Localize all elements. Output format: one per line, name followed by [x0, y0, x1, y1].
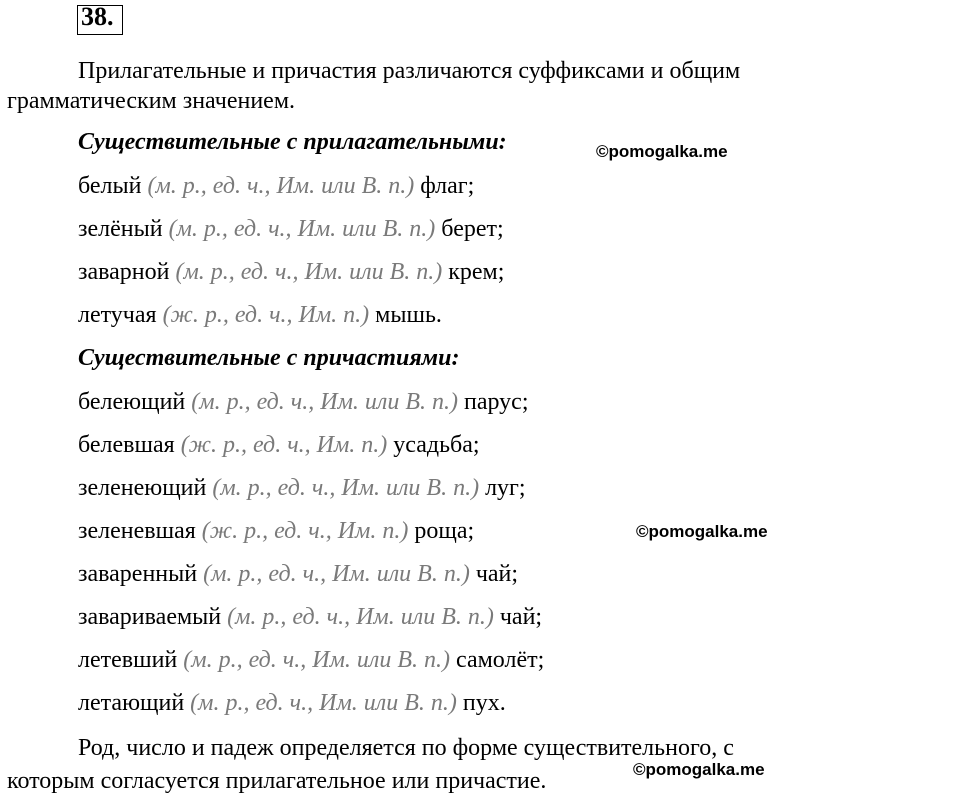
grammar-note: (м. р., ед. ч., Им. или В. п.) — [191, 389, 458, 415]
grammar-note: (м. р., ед. ч., Им. или В. п.) — [212, 475, 480, 501]
adjective-row — [78, 259, 504, 286]
participle-word: белеющий — [78, 389, 186, 415]
participle-word: заваренный — [78, 561, 198, 587]
noun: чай; — [499, 604, 543, 630]
intro-line-2: грамматическим значением. — [7, 88, 295, 114]
grammar-note: (м. р., ед. ч., Им. или В. п.) — [227, 604, 494, 630]
grammar-note: (ж. р., ед. ч., Им. п.) — [201, 518, 409, 544]
noun: крем; — [448, 259, 505, 285]
noun: чай; — [475, 561, 519, 587]
participle-row — [78, 389, 529, 416]
participle-word: завариваемый — [78, 604, 222, 630]
noun: луг; — [485, 475, 526, 501]
participle-row — [78, 475, 526, 502]
noun: самолёт; — [456, 647, 545, 673]
noun: роща; — [414, 518, 475, 544]
participle-row — [78, 604, 542, 631]
participle-word: летающий — [78, 690, 185, 716]
noun: флаг; — [420, 173, 475, 199]
grammar-note: (ж. р., ед. ч., Им. п.) — [162, 302, 370, 328]
intro-line-1: Прилагательные и причастия различаются суффиксами и общим — [78, 58, 741, 84]
grammar-note: (м. р., ед. ч., Им. или В. п.) — [203, 561, 470, 587]
heading-adjectives: Существительные с прилагательными: — [78, 129, 507, 155]
participle-row — [78, 690, 506, 717]
grammar-note: (м. р., ед. ч., Им. или В. п.) — [183, 647, 450, 673]
grammar-note: (м. р., ед. ч., Им. или В. п.) — [175, 259, 443, 285]
participle-word: летевший — [78, 647, 178, 673]
noun: берет; — [441, 216, 504, 242]
conclusion-line-1: Род, число и падеж определяется по форме существительного, с — [78, 735, 734, 761]
noun: усадьба; — [393, 432, 480, 458]
participle-row — [78, 647, 544, 674]
grammar-note: (м. р., ед. ч., Им. или В. п.) — [168, 216, 436, 242]
exercise-number: 38. — [81, 2, 114, 31]
noun: парус; — [464, 389, 529, 415]
noun: мышь. — [375, 302, 442, 328]
heading-participles: Существительные с причастиями: — [78, 345, 460, 371]
grammar-note: (м. р., ед. ч., Им. или В. п.) — [190, 690, 457, 716]
adjective-row — [78, 173, 474, 200]
adjective-row — [78, 302, 442, 329]
watermark: ©pomogalka.me — [596, 142, 728, 161]
participle-row — [78, 432, 480, 459]
participle-word: белевшая — [78, 432, 175, 458]
participle-word: зеленевшая — [78, 518, 196, 544]
noun: пух. — [462, 690, 506, 716]
grammar-note: (м. р., ед. ч., Им. или В. п.) — [147, 173, 415, 199]
watermark: ©pomogalka.me — [636, 522, 768, 541]
adjective-row — [78, 216, 504, 243]
conclusion-line-2: которым согласуется прилагательное или причастие. — [7, 768, 547, 794]
grammar-note: (ж. р., ед. ч., Им. п.) — [180, 432, 388, 458]
participle-word: зеленеющий — [78, 475, 207, 501]
adjective-word: белый — [78, 173, 142, 199]
participle-row — [78, 518, 474, 545]
adjective-word: летучая — [78, 302, 157, 328]
adjective-word: заварной — [78, 259, 170, 285]
participle-row — [78, 561, 518, 588]
adjective-word: зелёный — [78, 216, 163, 242]
watermark: ©pomogalka.me — [633, 760, 765, 779]
